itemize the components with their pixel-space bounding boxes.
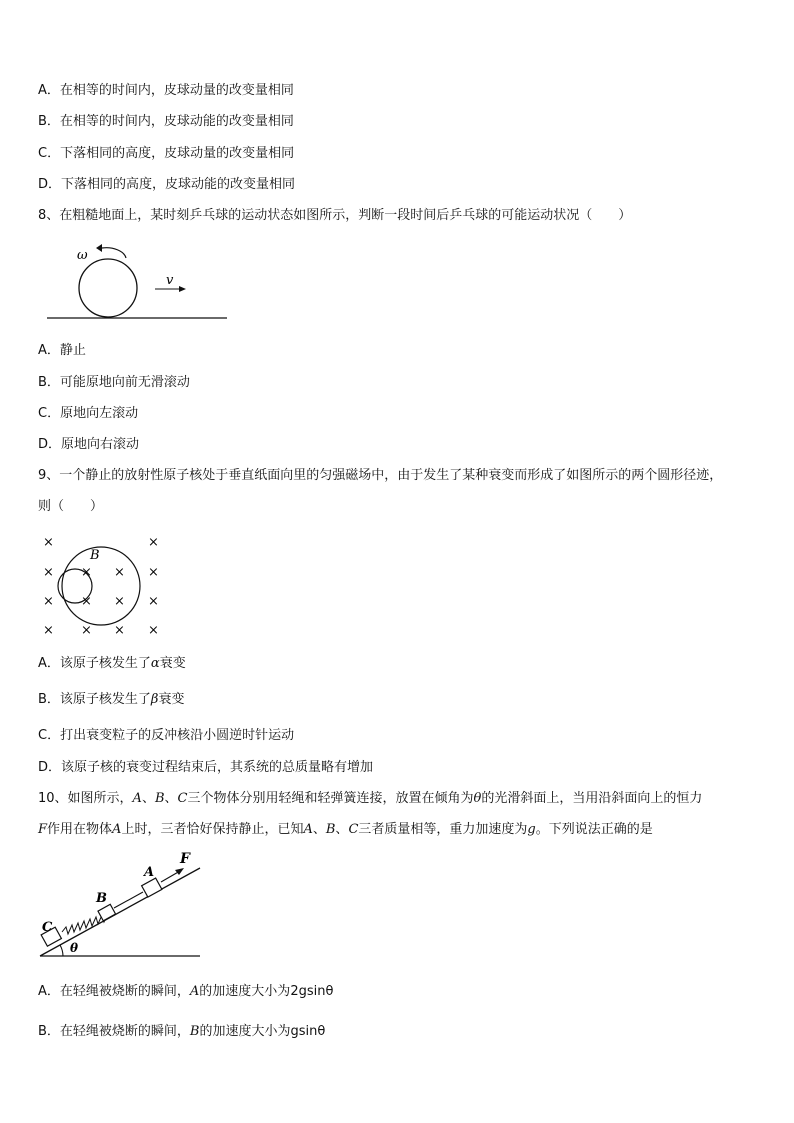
var-b: B xyxy=(325,822,336,837)
velocity-label: v xyxy=(166,273,174,288)
var-f: F xyxy=(38,822,48,837)
field-label-b: B xyxy=(90,548,100,563)
q10-option-b-prefix: B．在轻绳被烧断的瞬间， xyxy=(38,1024,190,1039)
q10-option-b xyxy=(38,1023,325,1041)
force-arrowhead xyxy=(175,868,184,875)
theta-label: θ xyxy=(70,941,79,955)
q10-text: 上时，三者恰好保持静止，已知 xyxy=(121,822,304,837)
q10-text: 的光滑斜面上，当用沿斜面向上的恒力 xyxy=(481,791,703,806)
q9-option-b-prefix: B．该原子核发生了 xyxy=(38,692,151,707)
cross-mark: × xyxy=(43,623,54,638)
cross-mark: × xyxy=(43,594,54,609)
var-theta: θ xyxy=(473,791,482,806)
incline-line xyxy=(40,868,200,956)
ping-pong-ball xyxy=(79,259,137,317)
separator: 、 xyxy=(335,822,349,837)
q9-option-b xyxy=(38,691,184,709)
q10-option-a-formula: 2gsinθ xyxy=(290,984,334,999)
var-a: A xyxy=(132,791,142,806)
q10-text: 三个物体分别用轻绳和轻弹簧连接，放置在倾角为 xyxy=(187,791,474,806)
q10-option-b-mid: 的加速度大小为 xyxy=(199,1024,291,1039)
label-c: C xyxy=(42,920,53,935)
q8-stem: 8、在粗糙地面上，某时刻乒乓球的运动状态如图所示，判断一段时间后乒乓球的可能运动状况（ ） xyxy=(38,208,632,223)
q7-option-d: D．下落相同的高度，皮球动能的改变量相同 xyxy=(38,177,296,192)
q9-option-c: C．打出衰变粒子的反冲核沿小圆逆时针运动 xyxy=(38,728,295,743)
cross-mark: × xyxy=(43,565,54,580)
var-g: g xyxy=(527,822,536,837)
var-b: B xyxy=(189,1024,200,1039)
q9-stem-line2: 则（ ） xyxy=(38,499,104,514)
rotation-arrowhead xyxy=(96,244,102,252)
beta-symbol: β xyxy=(150,692,159,707)
q9-figure-magnetic-field-tracks xyxy=(38,530,168,640)
q9-option-a-prefix: A．该原子核发生了 xyxy=(38,656,151,671)
rotation-arrow xyxy=(102,248,126,258)
separator: 、 xyxy=(312,822,326,837)
large-track-circle xyxy=(62,547,140,625)
q10-text: 三者质量相等，重力加速度为 xyxy=(358,822,528,837)
var-a: A xyxy=(303,822,313,837)
q10-option-a xyxy=(38,983,333,1001)
label-a: A xyxy=(144,865,155,880)
var-c: C xyxy=(348,822,359,837)
q8-option-b: B．可能原地向前无滑滚动 xyxy=(38,375,190,390)
q10-option-a-mid: 的加速度大小为 xyxy=(199,984,291,999)
q10-option-a-prefix: A．在轻绳被烧断的瞬间， xyxy=(38,984,190,999)
var-b: B xyxy=(154,791,165,806)
q9-option-d: D．该原子核的衰变过程结束后，其系统的总质量略有增加 xyxy=(38,760,374,775)
q9-stem-line1: 9、一个静止的放射性原子核处于垂直纸面向里的匀强磁场中，由于发生了某种衰变而形成了如图所示的两个圆形径迹， xyxy=(38,468,723,483)
q10-stem-line1 xyxy=(38,790,702,808)
cross-mark: × xyxy=(114,565,125,580)
velocity-arrowhead xyxy=(179,286,186,292)
cross-mark: × xyxy=(81,623,92,638)
cross-mark: × xyxy=(148,594,159,609)
cross-mark: × xyxy=(43,535,54,550)
q10-figure-incline xyxy=(30,850,210,965)
q8-option-a: A．静止 xyxy=(38,343,86,358)
label-b: B xyxy=(96,891,107,906)
q10-option-b-formula: gsinθ xyxy=(290,1024,326,1039)
q9-option-b-suffix: 衰变 xyxy=(158,692,185,707)
var-c: C xyxy=(177,791,188,806)
q7-option-c: C．下落相同的高度，皮球动量的改变量相同 xyxy=(38,146,295,161)
alpha-symbol: α xyxy=(150,656,160,671)
label-f: F xyxy=(180,851,190,867)
omega-label: ω xyxy=(77,248,88,263)
q7-option-a: A．在相等的时间内，皮球动量的改变量相同 xyxy=(38,83,294,98)
q8-figure-ball-on-ground xyxy=(40,240,240,330)
q10-text: 。下列说法正确的是 xyxy=(535,822,653,837)
separator: 、 xyxy=(164,791,178,806)
cross-mark: × xyxy=(114,594,125,609)
q8-option-c: C．原地向左滚动 xyxy=(38,406,139,421)
q8-option-d: D．原地向右滚动 xyxy=(38,437,140,452)
q9-option-a xyxy=(38,655,186,673)
block-a xyxy=(142,878,162,897)
cross-mark: × xyxy=(148,535,159,550)
rope xyxy=(114,892,143,908)
separator: 、 xyxy=(141,791,155,806)
q10-stem-line2 xyxy=(38,821,653,839)
q10-text: 10、如图所示， xyxy=(38,791,133,806)
cross-mark: × xyxy=(81,594,92,609)
angle-arc xyxy=(60,945,63,956)
cross-mark: × xyxy=(148,623,159,638)
q9-option-a-suffix: 衰变 xyxy=(159,656,186,671)
cross-mark: × xyxy=(114,623,125,638)
var-a: A xyxy=(189,984,200,999)
field-crosses xyxy=(43,535,159,638)
var-a: A xyxy=(112,822,122,837)
cross-mark: × xyxy=(81,565,92,580)
cross-mark: × xyxy=(148,565,159,580)
q7-option-b: B．在相等的时间内，皮球动能的改变量相同 xyxy=(38,114,294,129)
q10-text: 作用在物体 xyxy=(47,822,113,837)
